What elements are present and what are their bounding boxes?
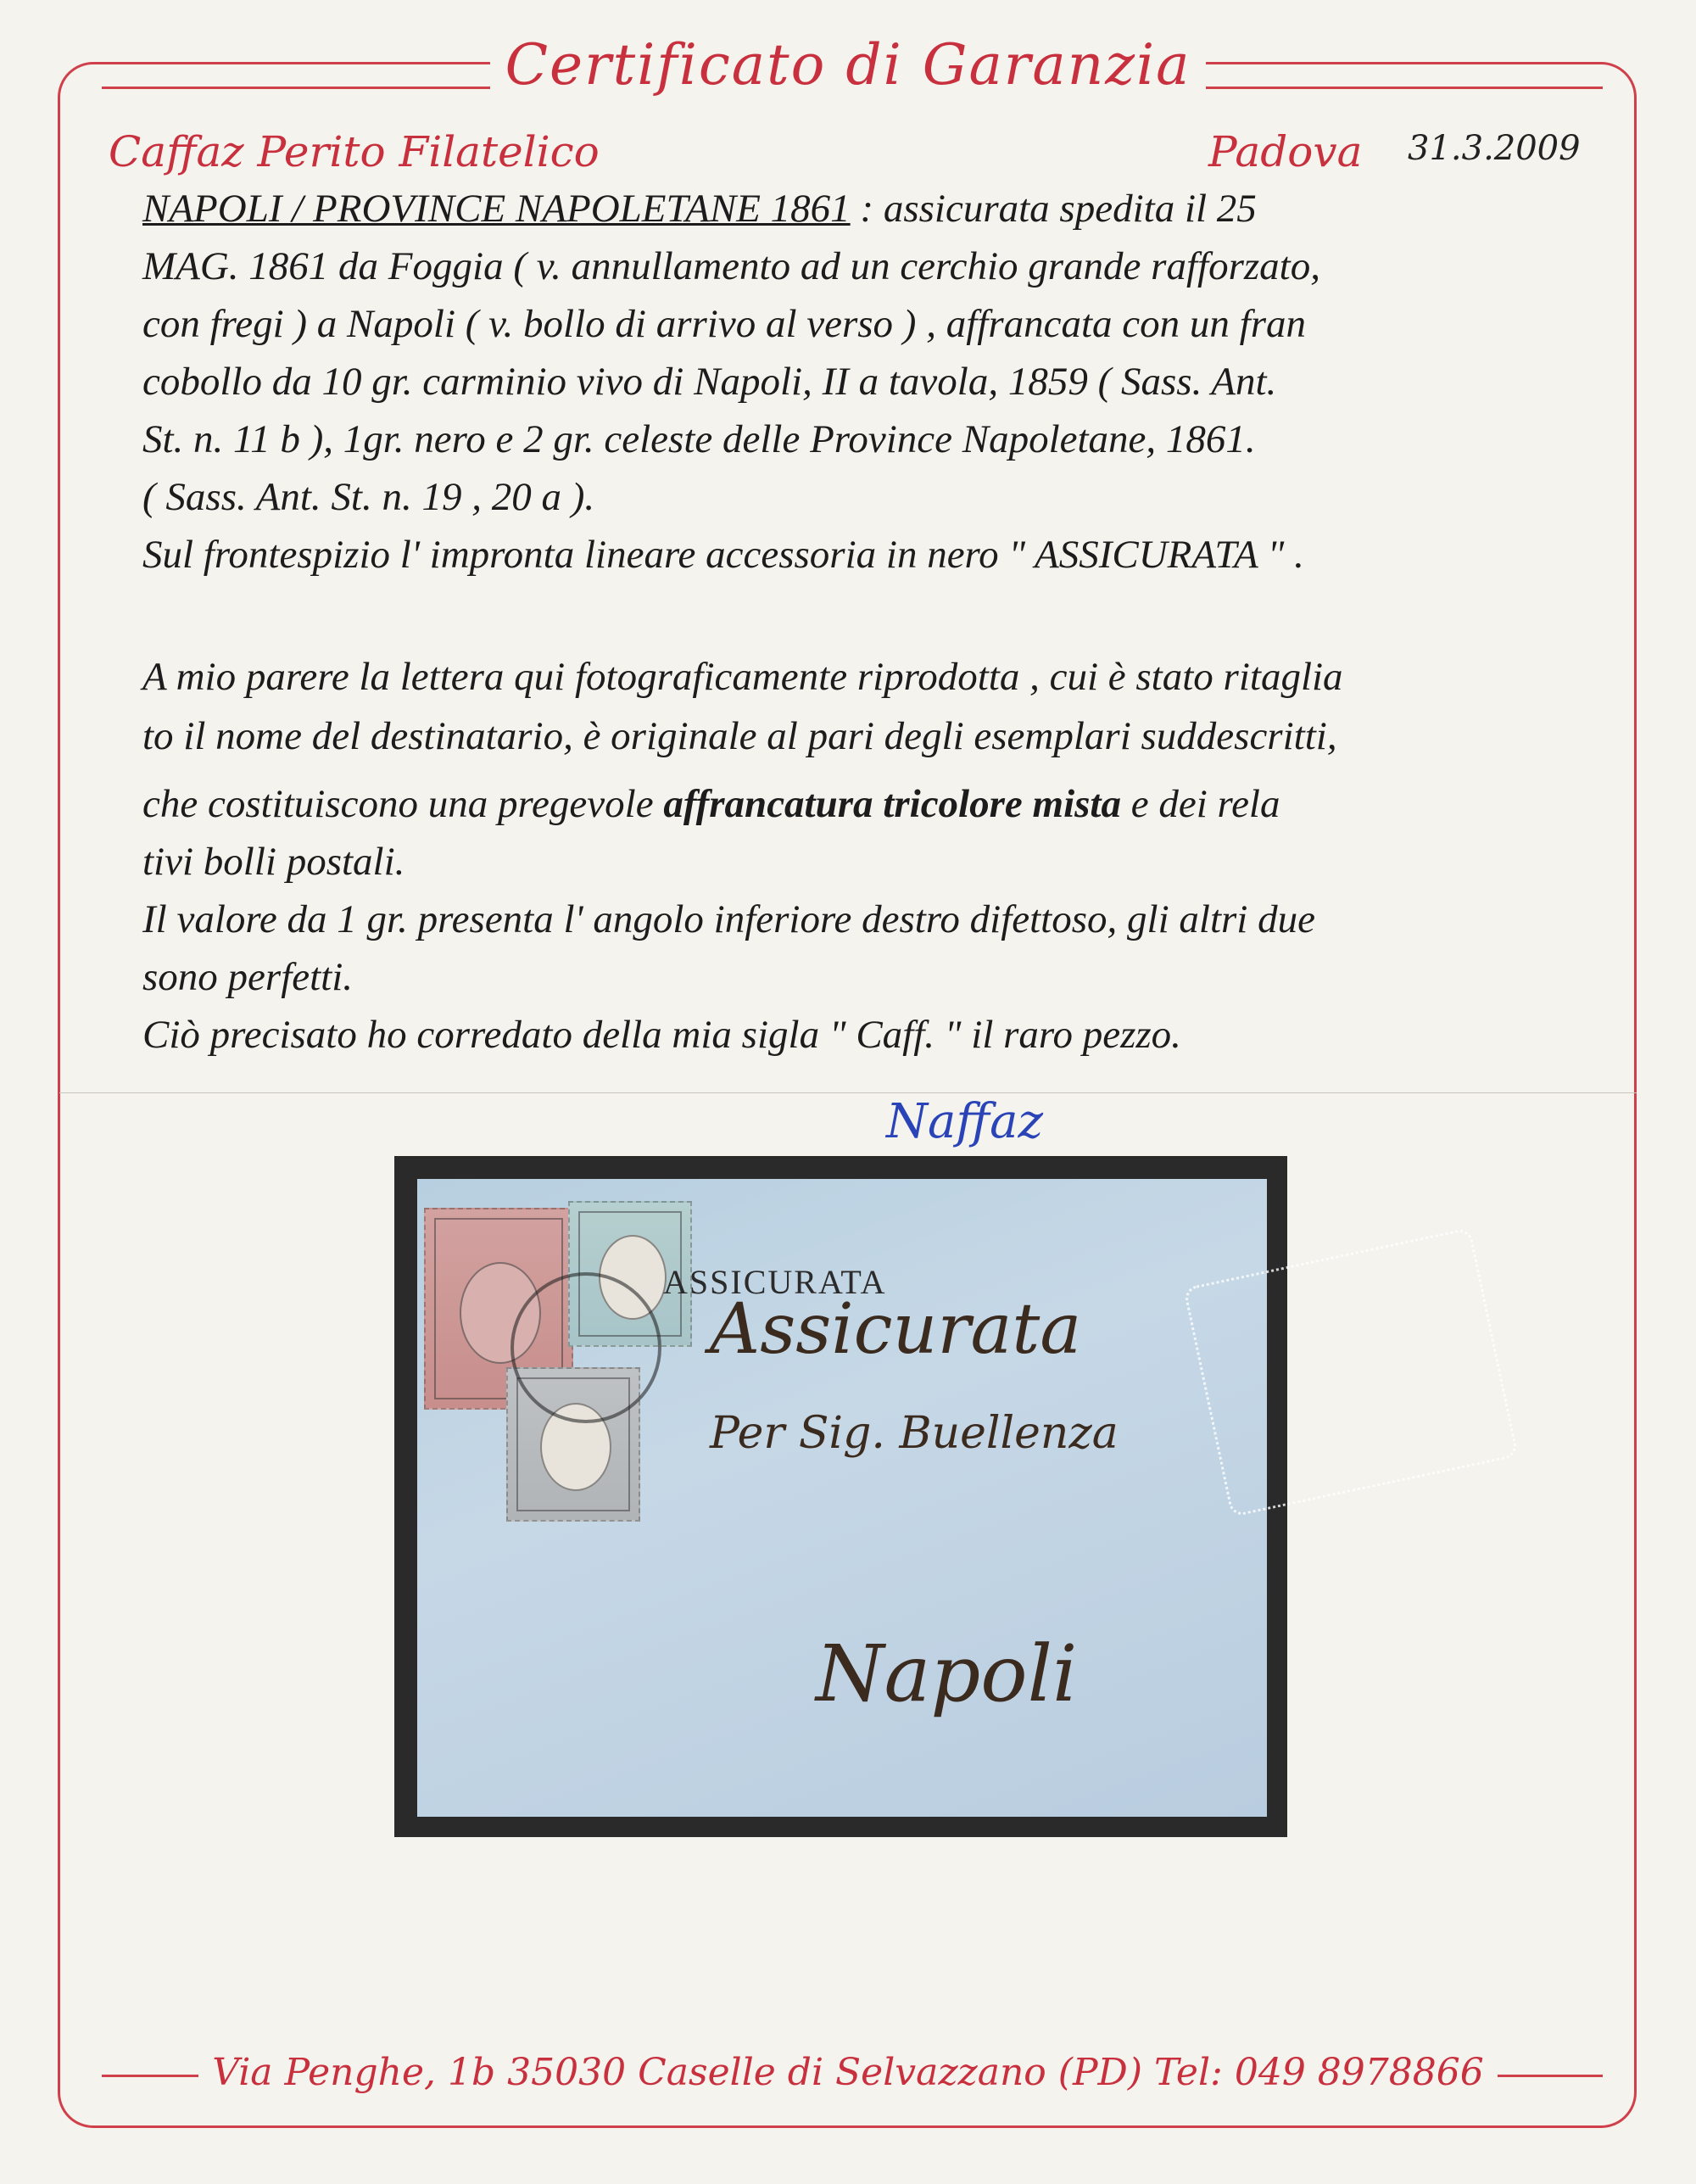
cover-letter-photo [417, 1179, 1267, 1817]
footer-address: Via Penghe, 1b 35030 Caselle di Selvazzano (PD) Tel: 049 8978866 [0, 2051, 1696, 2094]
opinion-text: che costituiscono una pregevole [142, 782, 664, 826]
handwritten-destination: Napoli [816, 1628, 1078, 1719]
paper-fold [59, 1092, 1637, 1093]
description-line: : assicurata spedita il 25 [860, 187, 1257, 231]
opinion-line: tivi bolli postali. [142, 840, 405, 884]
description-line: cobollo da 10 gr. carminio vivo di Napoli, II a tavola, 1859 ( Sass. Ant. [142, 360, 1277, 404]
description-line: St. n. 11 b ), 1gr. nero e 2 gr. celeste delle Province Napoletane, 1861. [142, 417, 1256, 461]
postmark-cancel [510, 1272, 661, 1423]
handwritten-addressee: Per Sig. Buellenza [710, 1408, 1119, 1459]
opinion-line: to il nome del destinatario, è originale al pari degli esemplari suddescritti, [142, 714, 1337, 758]
expert-name: Caffaz Perito Filatelico [109, 127, 600, 176]
description-line: con fregi ) a Napoli ( v. bollo di arrivo al verso ) , affrancata con un fran [142, 302, 1306, 346]
certificate-title: Certificato di Garanzia [0, 32, 1696, 98]
issue-date: 31.3.2009 [1408, 129, 1581, 168]
opinion-line: A mio parere la lettera qui fotograficamente riprodotta , cui è stato ritaglia [142, 655, 1343, 699]
expert-signature: Naffaz [886, 1094, 1043, 1149]
description-line: Sul frontespizio l' impronta lineare accessoria in nero " ASSICURATA " . [142, 533, 1304, 577]
handwritten-assicurata: Assicurata [710, 1289, 1082, 1370]
issue-city: Padova [1208, 127, 1363, 176]
description-line: MAG. 1861 da Foggia ( v. annullamento ad un cerchio grande rafforzato, [142, 244, 1320, 288]
opinion-line: Ciò precisato ho corredato della mia sigla " Caff. " il raro pezzo. [142, 1013, 1181, 1057]
opinion-line [142, 780, 1280, 829]
opinion-line: sono perfetti. [142, 955, 354, 999]
assicurata-handstamp: ASSICURATA [663, 1263, 887, 1301]
opinion-line: Il valore da 1 gr. presenta l' angolo inferiore destro difettoso, gli altri due [142, 897, 1315, 941]
tricolor-highlight: affrancatura tricolore mista [663, 782, 1121, 826]
description-line: ( Sass. Ant. St. n. 19 , 20 a ). [142, 475, 595, 519]
opinion-text: e dei rela [1121, 782, 1280, 826]
subject-heading: NAPOLI / PROVINCE NAPOLETANE 1861 [142, 187, 851, 231]
